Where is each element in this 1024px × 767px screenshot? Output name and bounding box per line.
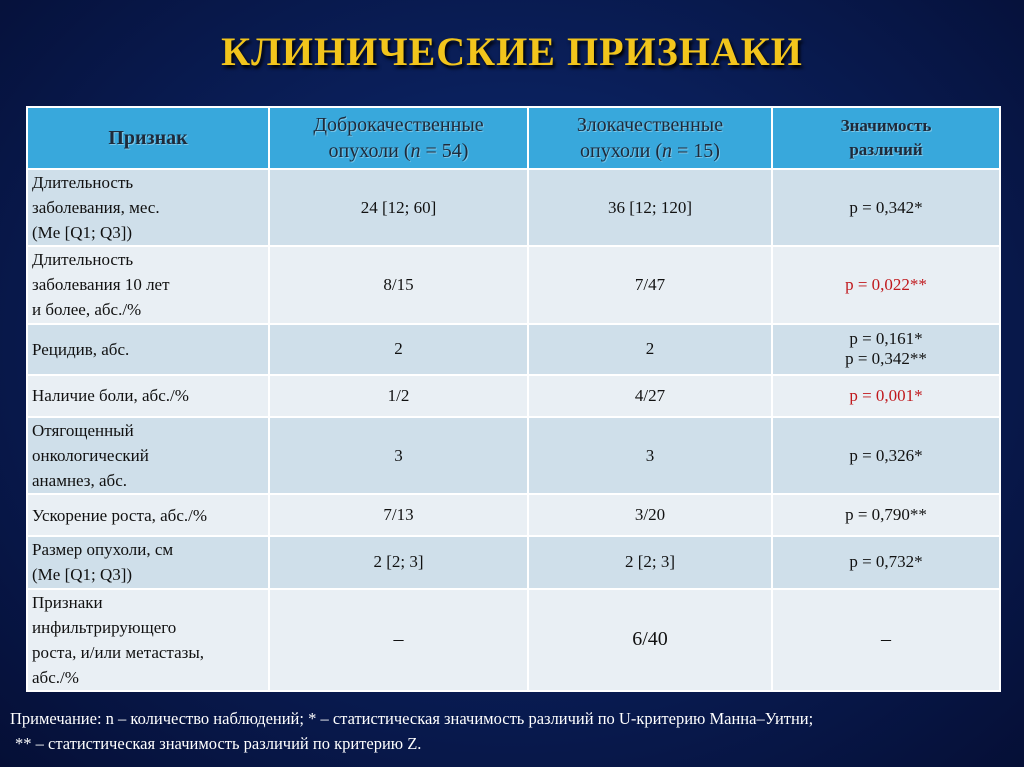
malignant-cell: 7/47 xyxy=(528,246,772,323)
table-row xyxy=(27,169,1000,246)
significance-cell xyxy=(772,375,1000,417)
header-significance xyxy=(772,107,1000,169)
p-value: p = 0,790** xyxy=(845,505,927,525)
feature-line: заболевания 10 лет xyxy=(32,275,170,295)
benign-cell: 2 [2; 3] xyxy=(269,536,528,588)
malignant-cell: 2 xyxy=(528,324,772,375)
malignant-cell: 4/27 xyxy=(528,375,772,417)
malignant-cell: 36 [12; 120] xyxy=(528,169,772,246)
header-benign-n: n xyxy=(410,140,421,162)
clinical-features-table xyxy=(26,106,1001,692)
malignant-cell: 6/40 xyxy=(528,589,772,691)
table-row xyxy=(27,417,1000,494)
header-malignant-line2-pre: опухоли ( xyxy=(580,140,663,162)
table-row xyxy=(27,589,1000,691)
table-row xyxy=(27,375,1000,417)
feature-line: Длительность xyxy=(32,250,134,270)
table-header-row xyxy=(27,107,1000,169)
header-benign xyxy=(269,107,528,169)
header-benign-line2-post: = 54) xyxy=(420,140,469,162)
malignant-cell: 3/20 xyxy=(528,494,772,536)
feature-line: Размер опухоли, см xyxy=(32,540,174,560)
slide-title: КЛИНИЧЕСКИЕ ПРИЗНАКИ xyxy=(221,29,803,74)
p-value: p = 0,022** xyxy=(845,274,927,294)
p-value: p = 0,326* xyxy=(849,445,923,465)
p-value: p = 0,732* xyxy=(849,552,923,572)
feature-line: Рецидив, абс. xyxy=(32,339,130,359)
significance-cell xyxy=(772,324,1000,375)
feature-line: Признаки xyxy=(32,592,103,612)
p-value: p = 0,342** xyxy=(845,349,927,369)
benign-cell: 24 [12; 60] xyxy=(269,169,528,246)
significance-cell xyxy=(772,246,1000,323)
benign-cell: 2 xyxy=(269,324,528,375)
footnote xyxy=(10,706,1015,756)
feature-line: Ускорение роста, абс./% xyxy=(32,505,207,525)
footnote-line-2: ** – статистическая значимость различий по критерию Z. xyxy=(15,734,422,753)
table-row xyxy=(27,494,1000,536)
header-malignant-n: n xyxy=(662,140,673,162)
feature-cell xyxy=(27,375,269,417)
feature-cell xyxy=(27,536,269,588)
feature-line: абс./% xyxy=(32,667,79,687)
table-row xyxy=(27,246,1000,323)
feature-line: Наличие боли, абс./% xyxy=(32,386,189,406)
benign-cell: 7/13 xyxy=(269,494,528,536)
feature-line: (Me [Q1; Q3]) xyxy=(32,565,133,585)
feature-line: анамнез, абс. xyxy=(32,471,128,491)
header-malignant xyxy=(528,107,772,169)
feature-cell xyxy=(27,246,269,323)
p-value: p = 0,161* xyxy=(849,329,923,349)
header-feature: Признак xyxy=(27,107,269,169)
significance-cell xyxy=(772,589,1000,691)
p-value: – xyxy=(881,628,891,651)
significance-cell xyxy=(772,494,1000,536)
significance-cell xyxy=(772,169,1000,246)
malignant-cell: 3 xyxy=(528,417,772,494)
table-row xyxy=(27,324,1000,375)
feature-line: роста, и/или метастазы, xyxy=(32,642,205,662)
header-malignant-line1: Злокачественные xyxy=(576,114,724,136)
feature-line: заболевания, мес. xyxy=(32,198,160,218)
feature-line: и более, абс./% xyxy=(32,300,142,320)
feature-cell xyxy=(27,417,269,494)
feature-cell xyxy=(27,589,269,691)
table-row xyxy=(27,536,1000,588)
feature-line: Отягощенный xyxy=(32,421,134,441)
significance-cell xyxy=(772,536,1000,588)
header-malignant-line2-post: = 15) xyxy=(672,140,720,162)
feature-line: (Me [Q1; Q3]) xyxy=(32,223,133,243)
feature-cell xyxy=(27,494,269,536)
p-value: p = 0,001* xyxy=(849,385,923,405)
header-benign-line1: Доброкачественные xyxy=(313,114,484,136)
malignant-cell: 2 [2; 3] xyxy=(528,536,772,588)
header-benign-line2-pre: опухоли ( xyxy=(328,140,411,162)
feature-line: инфильтрирующего xyxy=(32,617,177,637)
benign-cell: 1/2 xyxy=(269,375,528,417)
feature-line: Длительность xyxy=(32,173,134,193)
benign-cell: 3 xyxy=(269,417,528,494)
significance-cell xyxy=(772,417,1000,494)
benign-cell: – xyxy=(269,589,528,691)
footnote-line-1: Примечание: n – количество наблюдений; * – статистическая значимость различий по U-критерию Манна–Уитни; xyxy=(10,709,814,728)
p-value: p = 0,342* xyxy=(849,197,923,217)
header-significance-line1: Значимость xyxy=(840,116,932,135)
feature-cell xyxy=(27,169,269,246)
feature-line: онкологический xyxy=(32,446,149,466)
benign-cell: 8/15 xyxy=(269,246,528,323)
feature-cell xyxy=(27,324,269,375)
header-significance-line2: различий xyxy=(849,140,923,159)
